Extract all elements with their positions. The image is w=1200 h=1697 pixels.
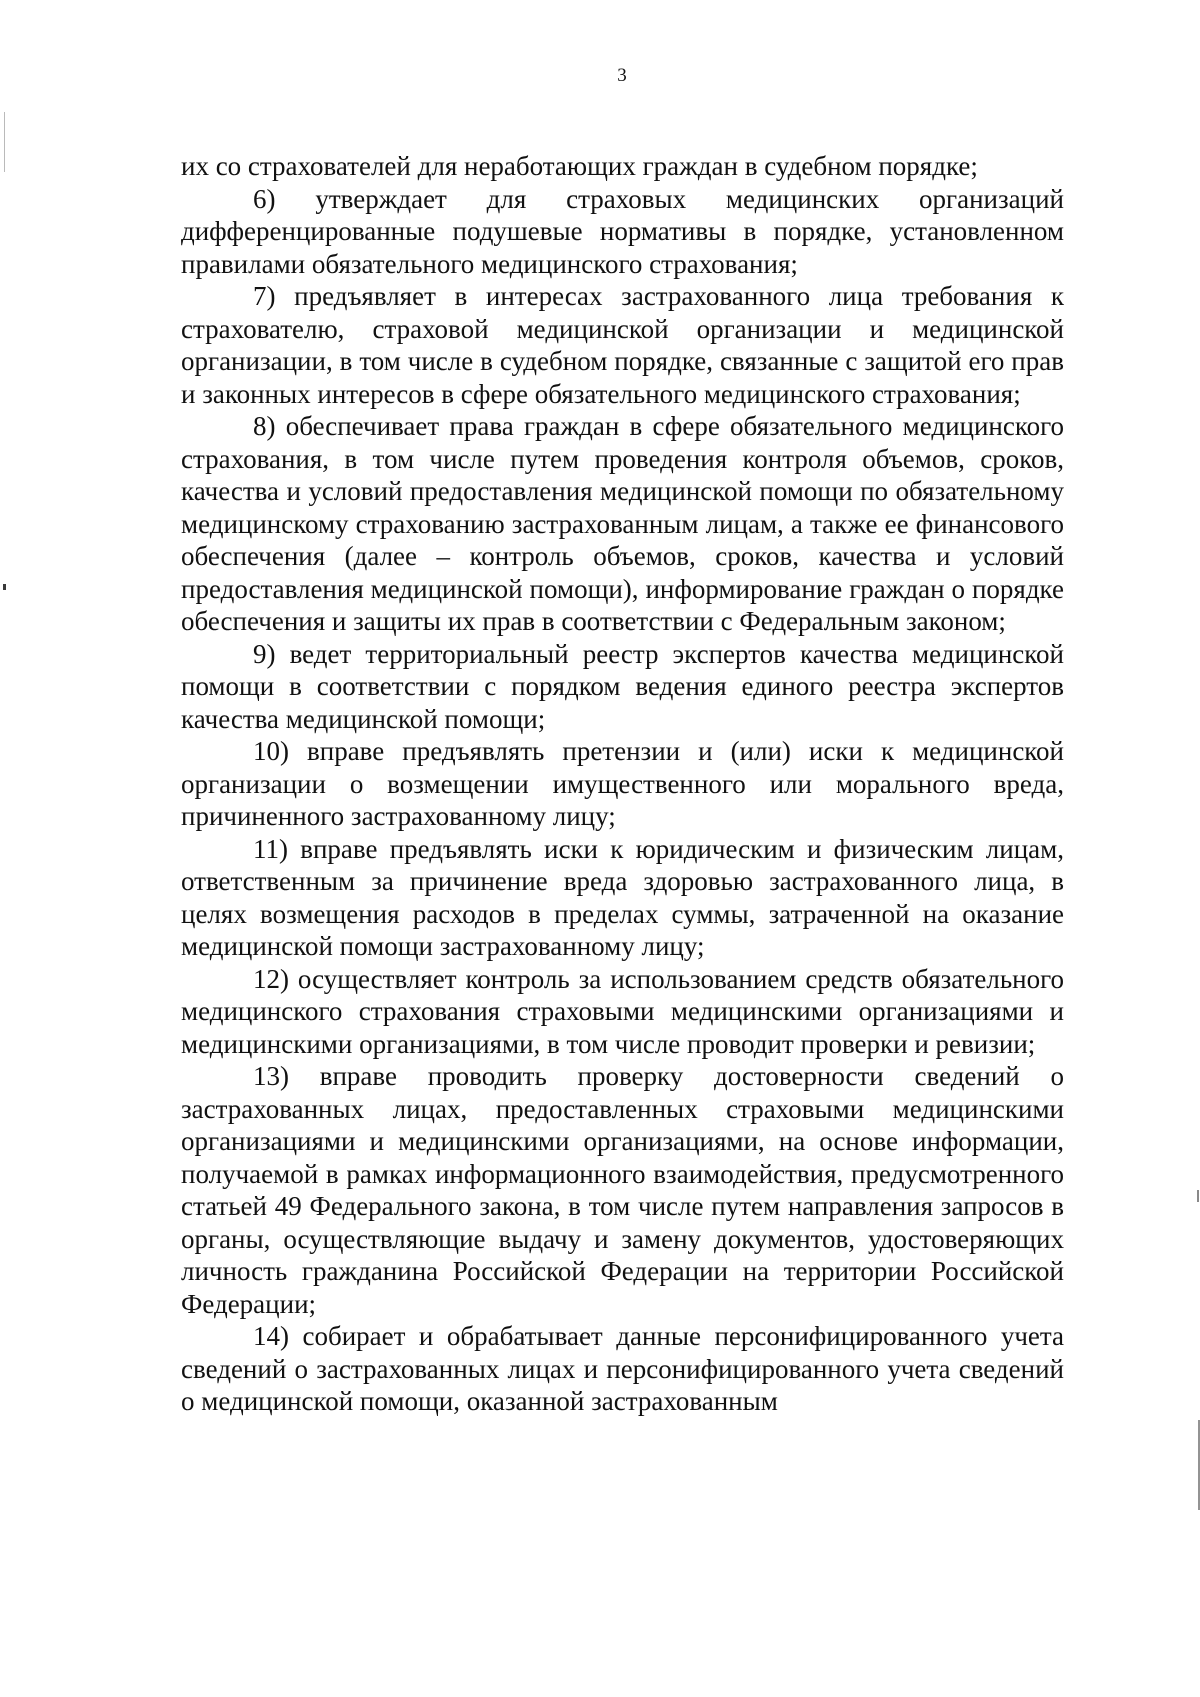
scan-artifact-left-top xyxy=(4,112,5,172)
scan-artifact-right-top xyxy=(1197,1190,1199,1202)
paragraph-continuation: их со страхователей для неработающих граждан в судебном порядке; xyxy=(181,151,978,181)
paragraph-item-6: 6) утверждает для страховых медицинских организаций дифференцированные подушевые нормативы в порядке, установленном правилами обязательного медицинского страхования; xyxy=(181,183,1064,279)
page-number: 3 xyxy=(617,65,627,86)
scan-artifact-left-mid xyxy=(3,584,6,590)
paragraph-item-14: 14) собирает и обрабатывает данные персонифицированного учета сведений о застрахованных лицах и персонифицированного учета сведений о медицинской помощи, оказанной застрахованным xyxy=(181,1321,1064,1416)
document-body xyxy=(181,150,1064,1418)
paragraph-item-12: 12) осуществляет контроль за использованием средств обязательного медицинского страхования страховыми медицинскими организациями и медицинскими организациями, в том числе проводит проверки и ревизии; xyxy=(181,963,1064,1059)
paragraph-item-13: 13) вправе проводить проверку достоверности сведений о застрахованных лицах, предоставленных страховыми медицинскими организациями и медицинскими организациями, на основе информации, получаемой в рамках информационного взаимодействия, предусмотренного статьей 49 Федерального закона, в том числе путем направления запросов в органы, осуществляющие выдачу и замену документов, удостоверяющих личность гражданина Российской Федерации на территории Российской Федерации; xyxy=(181,1061,1064,1319)
paragraph-item-11: 11) вправе предъявлять иски к юридическим и физическим лицам, ответственным за причинение вреда здоровью застрахованного лица, в целях возмещения расходов в пределах суммы, затраченной на оказание медицинской помощи застрахованному лицу; xyxy=(181,833,1064,961)
paragraph-item-7: 7) предъявляет в интересах застрахованного лица требования к страхователю, страховой медицинской организации и медицинской организации, в том числе в судебном порядке, связанные с защитой его прав и законных интересов в сфере обязательного медицинского страхования; xyxy=(181,281,1064,409)
paragraph-item-10: 10) вправе предъявлять претензии и (или) иски к медицинской организации о возмещении имущественного или морального вреда, причиненного застрахованному лицу; xyxy=(181,736,1064,831)
paragraph-item-8: 8) обеспечивает права граждан в сфере обязательного медицинского страхования, в том числе путем проведения контроля объемов, сроков, качества и условий предоставления медицинской помощи по обязательному медицинскому страхованию застрахованным лицам, а также ее финансового обеспечения (далее – контроль объемов, сроков, качества и условий предоставления медицинской помощи), информирование граждан о порядке обеспечения и защиты их прав в соответствии с Федеральным законом; xyxy=(181,411,1064,636)
paragraph-item-9: 9) ведет территориальный реестр экспертов качества медицинской помощи в соответствии с порядком ведения единого реестра экспертов качества медицинской помощи; xyxy=(181,638,1064,734)
